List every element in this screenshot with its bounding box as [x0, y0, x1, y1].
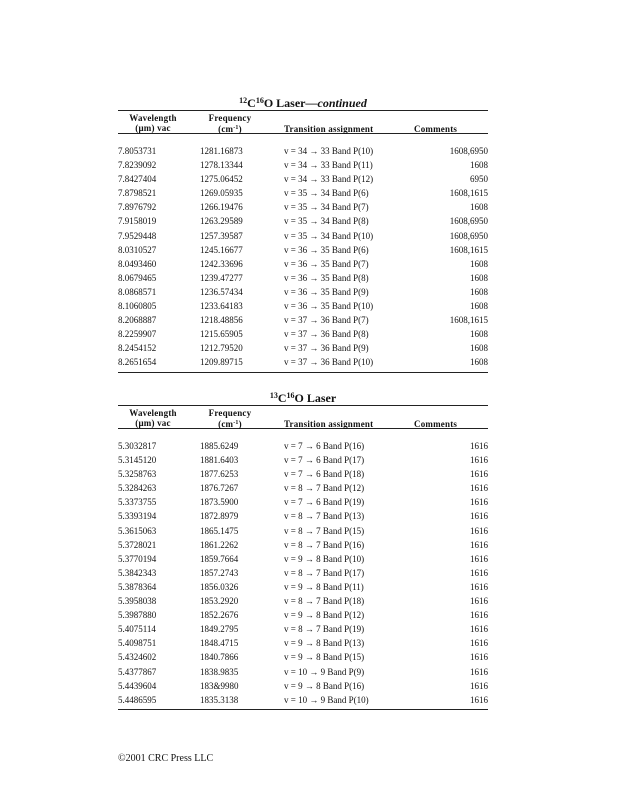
cell-wavelength: 7.9529448: [118, 230, 157, 241]
cell-comments: 1608: [470, 343, 488, 354]
cell-transition: v = 7 → 6 Band P(19): [284, 497, 365, 508]
cell-transition: v = 10 → 9 Band P(9): [284, 666, 365, 677]
cell-frequency: 1269.05935: [200, 188, 243, 199]
cell-frequency: 1257.39587: [200, 230, 243, 241]
cell-comments: 1616: [470, 441, 488, 451]
table-body: [118, 134, 488, 370]
cell-comments: 1608,6950: [449, 146, 488, 156]
cell-comments: 1608: [470, 160, 488, 171]
cell-comments: 1608: [470, 202, 488, 213]
cell-comments: 6950: [470, 174, 488, 185]
cell-wavelength: 5.3842343: [118, 567, 157, 578]
cell-transition: v = 10 → 9 Band P(10): [284, 694, 369, 705]
cell-frequency: 1840.7866: [200, 652, 239, 663]
cell-frequency: 1865.1475: [200, 525, 239, 536]
cell-comments: 1616: [470, 483, 488, 494]
cell-wavelength: 5.3373755: [118, 497, 157, 508]
cell-comments: 1608: [470, 258, 488, 269]
cell-comments: 1616: [470, 638, 488, 649]
table-row: [118, 453, 488, 467]
cell-comments: 1616: [470, 680, 488, 691]
cell-wavelength: 8.2454152: [118, 343, 157, 354]
cell-comments: 1616: [470, 539, 488, 550]
table-row: [118, 679, 488, 693]
cell-frequency: 1885.6249: [200, 441, 239, 451]
table-title: $^{12}C^{16}O$ Laser—continued: [118, 94, 488, 111]
cell-transition: v = 35 → 34 Band P(6): [284, 188, 369, 199]
cell-transition: v = 36 → 35 Band P(9): [284, 286, 369, 297]
cell-wavelength: 5.3032817: [118, 441, 157, 451]
cell-frequency: 1236.57434: [200, 286, 243, 297]
header-frequency: Frequency $(cm^{-1})$: [208, 408, 252, 429]
cell-transition: v = 7 → 6 Band P(16): [284, 441, 365, 451]
cell-comments: 1616: [470, 469, 488, 480]
header-wavelength: Wavelength (μm) vac: [129, 113, 177, 133]
header-comments: Comments: [414, 124, 458, 134]
table-row: [118, 594, 488, 608]
table-section-13c16o: [118, 389, 488, 710]
cell-frequency: 183&9980: [200, 680, 239, 691]
cell-transition: v = 8 → 7 Band P(17): [284, 567, 365, 578]
table-row: [118, 214, 488, 228]
cell-transition: v = 37 → 36 Band P(9): [284, 343, 369, 354]
cell-frequency: 1835.3138: [200, 694, 239, 705]
cell-transition: v = 8 → 7 Band P(15): [284, 525, 365, 536]
table-row: [118, 622, 488, 636]
cell-frequency: 1848.4715: [200, 638, 239, 649]
cell-wavelength: 5.3258763: [118, 469, 157, 480]
cell-wavelength: 8.0310527: [118, 244, 157, 255]
cell-transition: v = 9 → 8 Band P(15): [284, 652, 365, 663]
cell-wavelength: 5.3393194: [118, 511, 157, 522]
table-row: [118, 172, 488, 186]
table-row: [118, 271, 488, 285]
cell-wavelength: 8.2259907: [118, 329, 157, 340]
cell-comments: 1616: [470, 553, 488, 564]
table-row: [118, 186, 488, 200]
header-wavelength: Wavelength (μm) vac: [129, 408, 177, 428]
table-row: [118, 566, 488, 580]
cell-comments: 1616: [470, 567, 488, 578]
cell-transition: v = 8 → 7 Band P(16): [284, 539, 365, 550]
table-row: [118, 158, 488, 172]
cell-transition: v = 7 → 6 Band P(18): [284, 469, 365, 480]
cell-wavelength: 7.9158019: [118, 216, 157, 227]
cell-wavelength: 5.3145120: [118, 455, 157, 466]
cell-wavelength: 7.8798521: [118, 188, 157, 199]
table-row: [118, 327, 488, 341]
cell-wavelength: 7.8427404: [118, 174, 157, 185]
cell-comments: 1608,6950: [449, 230, 488, 241]
cell-transition: v = 35 → 34 Band P(7): [284, 202, 369, 213]
cell-wavelength: 8.0679465: [118, 272, 157, 283]
table-row: [118, 552, 488, 566]
cell-wavelength: 5.3615063: [118, 525, 157, 536]
cell-wavelength: 5.3987880: [118, 610, 157, 621]
cell-comments: 1616: [470, 511, 488, 522]
cell-comments: 1616: [470, 624, 488, 635]
cell-frequency: 1218.48856: [200, 315, 243, 326]
cell-frequency: 1278.13344: [200, 160, 243, 171]
cell-wavelength: 8.2651654: [118, 357, 157, 368]
table-row: [118, 313, 488, 327]
table-bottom-rule: [118, 372, 488, 373]
cell-comments: 1616: [470, 497, 488, 508]
cell-frequency: 1859.7664: [200, 553, 239, 564]
cell-frequency: 1233.64183: [200, 301, 243, 312]
cell-transition: v = 34 → 33 Band P(11): [284, 160, 373, 171]
cell-frequency: 1281.16873: [200, 146, 243, 156]
header-transition: Transition assignment: [284, 124, 374, 134]
cell-wavelength: 5.4486595: [118, 694, 157, 705]
cell-frequency: 1881.6403: [200, 455, 239, 466]
table-row: [118, 509, 488, 523]
table-row: [118, 144, 488, 158]
cell-wavelength: 5.3728021: [118, 539, 157, 550]
cell-frequency: 1876.7267: [200, 483, 239, 494]
cell-comments: 1608: [470, 286, 488, 297]
table-header: [118, 111, 488, 133]
cell-frequency: 1857.2743: [200, 567, 239, 578]
table-bottom-rule: [118, 709, 488, 710]
cell-wavelength: 5.4075114: [118, 624, 156, 635]
cell-wavelength: 8.1060805: [118, 301, 157, 312]
cell-transition: v = 35 → 34 Band P(8): [284, 216, 369, 227]
table-row: [118, 495, 488, 509]
cell-comments: 1608: [470, 301, 488, 312]
cell-frequency: 1245.16677: [200, 244, 243, 255]
header-comments: Comments: [414, 419, 458, 429]
cell-transition: v = 36 → 35 Band P(8): [284, 272, 369, 283]
cell-frequency: 1856.0326: [200, 581, 239, 592]
copyright-footer: ©2001 CRC Press LLC: [118, 753, 214, 764]
cell-transition: v = 8 → 7 Band P(19): [284, 624, 365, 635]
cell-wavelength: 5.4439604: [118, 680, 157, 691]
cell-comments: 1608: [470, 329, 488, 340]
cell-transition: v = 9 → 8 Band P(10): [284, 553, 365, 564]
cell-comments: 1616: [470, 666, 488, 677]
cell-transition: v = 8 → 7 Band P(13): [284, 511, 365, 522]
cell-frequency: 1275.06452: [200, 174, 243, 185]
table-row: [118, 538, 488, 552]
cell-wavelength: 5.4098751: [118, 638, 157, 649]
cell-frequency: 1209.89715: [200, 357, 243, 368]
cell-transition: v = 34 → 33 Band P(12): [284, 174, 374, 185]
cell-comments: 1608: [470, 357, 488, 368]
cell-wavelength: 5.4377867: [118, 666, 157, 677]
cell-wavelength: 7.8053731: [118, 146, 157, 156]
cell-wavelength: 7.8976792: [118, 202, 157, 213]
table-row: [118, 257, 488, 271]
table-row: [118, 200, 488, 214]
cell-wavelength: 5.3958038: [118, 596, 157, 607]
cell-wavelength: 5.3878364: [118, 581, 157, 592]
table-row: [118, 243, 488, 257]
cell-transition: v = 35 → 34 Band P(10): [284, 230, 374, 241]
table-row: [118, 636, 488, 650]
table-section-12c16o: [118, 94, 488, 373]
cell-comments: 1608,1615: [449, 244, 488, 255]
cell-wavelength: 8.0868571: [118, 286, 157, 297]
cell-transition: v = 36 → 35 Band P(6): [284, 244, 369, 255]
cell-wavelength: 5.4324602: [118, 652, 157, 663]
cell-comments: 1616: [470, 596, 488, 607]
cell-frequency: 1215.65905: [200, 329, 243, 340]
cell-transition: v = 37 → 36 Band P(7): [284, 315, 369, 326]
cell-transition: v = 8 → 7 Band P(18): [284, 596, 365, 607]
table-row: [118, 481, 488, 495]
table-row: [118, 285, 488, 299]
cell-frequency: 1852.2676: [200, 610, 239, 621]
cell-frequency: 1242.33696: [200, 258, 243, 269]
cell-transition: v = 9 → 8 Band P(12): [284, 610, 365, 621]
cell-comments: 1608,6950: [449, 216, 488, 227]
cell-comments: 1616: [470, 455, 488, 466]
cell-comments: 1608: [470, 272, 488, 283]
table-row: [118, 665, 488, 679]
header-frequency: Frequency $(cm^{-1})$: [208, 113, 252, 134]
header-transition: Transition assignment: [284, 419, 374, 429]
cell-transition: v = 36 → 35 Band P(7): [284, 258, 369, 269]
cell-transition: v = 9 → 8 Band P(13): [284, 638, 365, 649]
cell-frequency: 1239.47277: [200, 272, 243, 283]
table-title: $^{13}C^{16}O$ Laser: [118, 389, 488, 406]
cell-frequency: 1212.79520: [200, 343, 243, 354]
cell-comments: 1616: [470, 652, 488, 663]
table-row: [118, 439, 488, 453]
cell-transition: v = 37 → 36 Band P(8): [284, 329, 369, 340]
table-header: [118, 406, 488, 428]
cell-frequency: 1872.8979: [200, 511, 239, 522]
cell-wavelength: 5.3770194: [118, 553, 157, 564]
cell-transition: v = 36 → 35 Band P(10): [284, 301, 374, 312]
cell-transition: v = 7 → 6 Band P(17): [284, 455, 365, 466]
cell-frequency: 1853.2920: [200, 596, 239, 607]
cell-frequency: 1263.29589: [200, 216, 243, 227]
cell-wavelength: 7.8239092: [118, 160, 157, 171]
cell-frequency: 1877.6253: [200, 469, 239, 480]
cell-comments: 1616: [470, 581, 488, 592]
table-row: [118, 693, 488, 707]
table-row: [118, 355, 488, 369]
cell-transition: v = 9 → 8 Band P(16): [284, 680, 365, 691]
table-row: [118, 299, 488, 313]
table-row: [118, 608, 488, 622]
cell-comments: 1616: [470, 694, 488, 705]
cell-frequency: 1266.19476: [200, 202, 243, 213]
cell-transition: v = 37 → 36 Band P(10): [284, 357, 374, 368]
table-row: [118, 580, 488, 594]
table-row: [118, 524, 488, 538]
cell-frequency: 1838.9835: [200, 666, 239, 677]
cell-comments: 1616: [470, 525, 488, 536]
table-row: [118, 229, 488, 243]
cell-frequency: 1849.2795: [200, 624, 239, 635]
cell-wavelength: 8.0493460: [118, 258, 157, 269]
cell-wavelength: 8.2068887: [118, 315, 157, 326]
cell-transition: v = 34 → 33 Band P(10): [284, 146, 374, 156]
cell-comments: 1616: [470, 610, 488, 621]
table-body: [118, 429, 488, 707]
table-row: [118, 467, 488, 481]
cell-transition: v = 8 → 7 Band P(12): [284, 483, 365, 494]
table-row: [118, 341, 488, 355]
cell-comments: 1608,1615: [449, 188, 488, 199]
cell-transition: v = 9 → 8 Band P(11): [284, 581, 364, 592]
cell-wavelength: 5.3284263: [118, 483, 157, 494]
table-row: [118, 650, 488, 664]
cell-frequency: 1873.5900: [200, 497, 239, 508]
cell-comments: 1608,1615: [449, 315, 488, 326]
cell-frequency: 1861.2262: [200, 539, 239, 550]
